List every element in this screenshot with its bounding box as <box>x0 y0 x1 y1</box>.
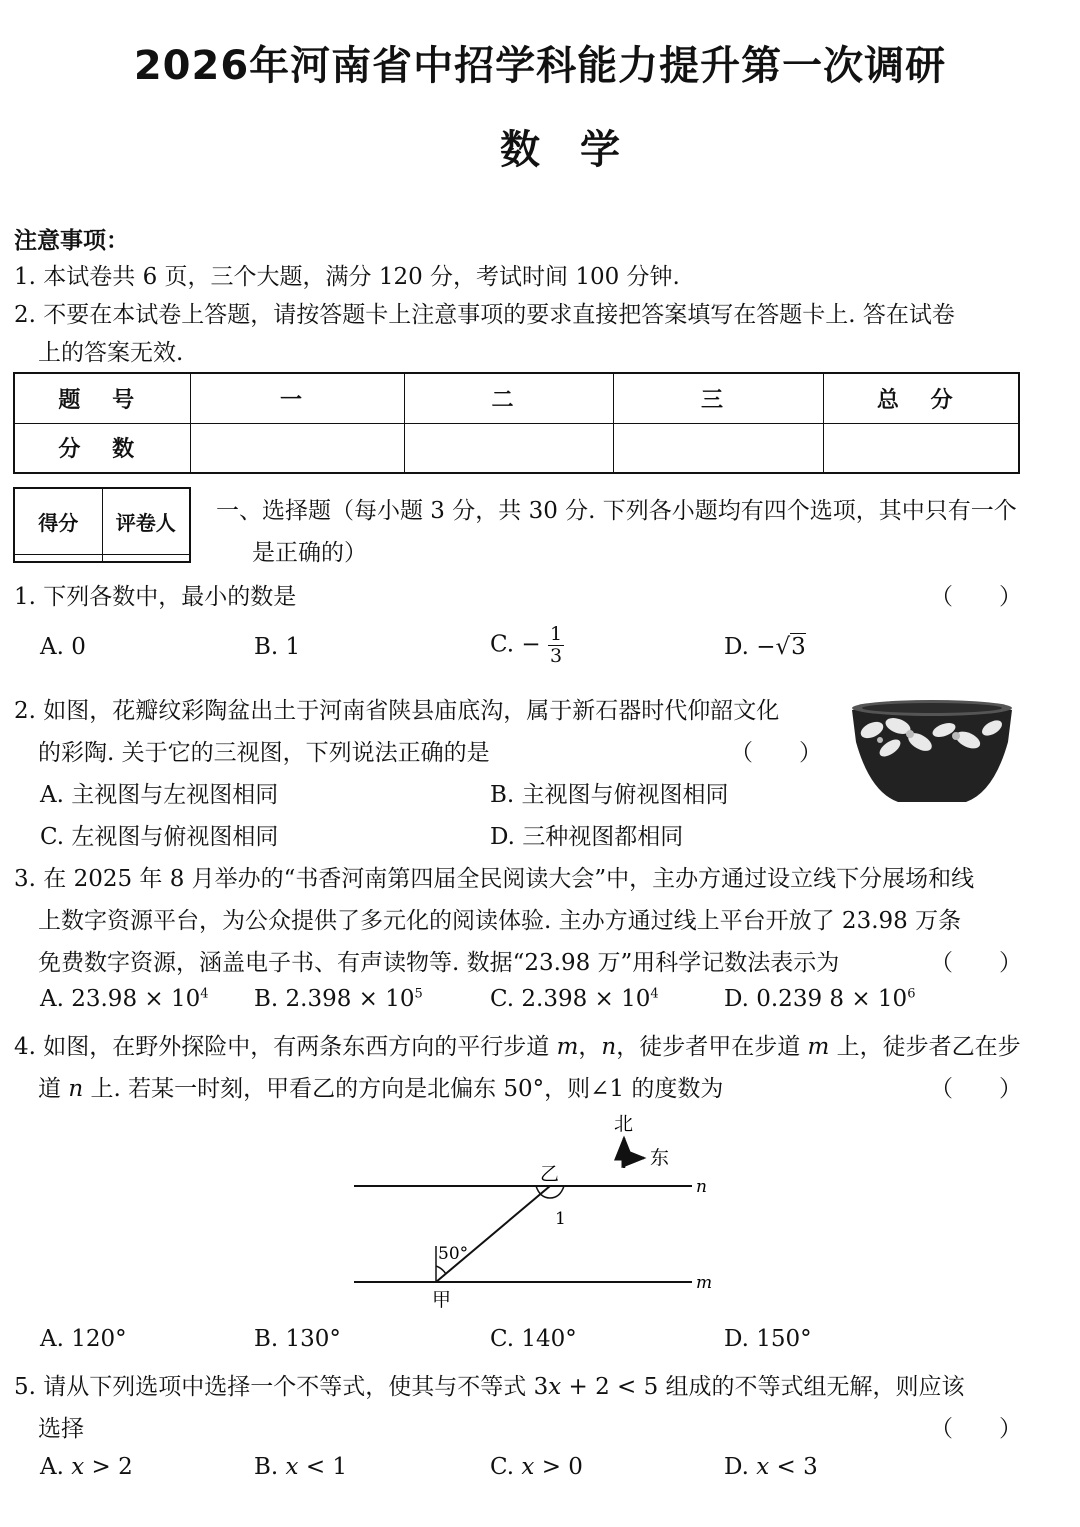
grader-box <box>13 487 191 563</box>
q5-option-text: > 0 <box>534 1454 583 1480</box>
q5-option-label: A. <box>40 1454 72 1480</box>
score-table-score-row <box>14 423 1019 473</box>
q5-option-a <box>40 1454 133 1480</box>
q4-text: 上. 若某一时刻，甲看乙的方向是北偏东 50°，则∠1 的度数为 <box>83 1076 724 1102</box>
notice-item-2-line2: 上的答案无效. <box>38 340 184 366</box>
var-n: n <box>601 1034 617 1060</box>
score-table-header-row <box>14 373 1019 423</box>
score-table-cell: 题 号 <box>14 373 190 423</box>
score-table-cell: 分 数 <box>14 423 190 473</box>
score-blank-cell <box>404 423 613 473</box>
q1-option-d-prefix: D. −√ <box>724 634 791 660</box>
q2-stem-line2: 的彩陶. 关于它的三视图，下列说法正确的是 <box>38 740 490 766</box>
score-blank-cell <box>190 423 404 473</box>
section1-heading-line2: 是正确的） <box>252 540 367 566</box>
fraction-denominator: 3 <box>549 645 563 667</box>
q3-option-d <box>724 986 915 1012</box>
q4-option-b: B. 130° <box>254 1326 341 1352</box>
q3-option-c-base: C. 2.398 × 10 <box>490 986 651 1012</box>
q5-option-d <box>724 1454 818 1480</box>
q5-option-label: D. <box>724 1454 757 1480</box>
q5-option-b <box>254 1454 347 1480</box>
score-table-cell: 一 <box>190 373 404 423</box>
q4-text: 上，徒步者乙在步 <box>829 1034 1021 1060</box>
point-jia-label: 甲 <box>432 1289 452 1311</box>
q2-option-c: C. 左视图与俯视图相同 <box>40 824 279 850</box>
q4-option-d: D. 150° <box>724 1326 812 1352</box>
q5-text: 5. 请从下列选项中选择一个不等式，使其与不等式 3 <box>14 1374 549 1400</box>
q4-option-a: A. 120° <box>40 1326 127 1352</box>
grader-score-label: 得分 <box>14 488 102 555</box>
q4-text: ， <box>578 1034 602 1060</box>
q5-option-label: B. <box>254 1454 286 1480</box>
q5-answer-paren: （ ） <box>930 1416 1022 1442</box>
exam-title: 2026年河南省中招学科能力提升第一次调研 <box>133 43 947 89</box>
q2-option-d: D. 三种视图都相同 <box>490 824 684 850</box>
q4-text: 4. 如图，在野外探险中，有两条东西方向的平行步道 <box>14 1034 557 1060</box>
var-x: x <box>756 1454 770 1480</box>
q4-geometry-figure <box>340 1106 730 1316</box>
q3-answer-paren: （ ） <box>930 950 1022 976</box>
fraction-numerator: 1 <box>549 623 563 645</box>
notice-item-2-line1: 2. 不要在本试卷上答题，请按答题卡上注意事项的要求直接把答案填写在答题卡上. 答在试卷 <box>14 302 955 328</box>
q2-answer-paren: （ ） <box>730 740 822 766</box>
notice-item-1: 1. 本试卷共 6 页，三个大题，满分 120 分，考试时间 100 分钟. <box>14 264 680 290</box>
q4-option-c: C. 140° <box>490 1326 577 1352</box>
q5-option-text: > 2 <box>84 1454 133 1480</box>
var-m: m <box>807 1034 830 1060</box>
q2-stem-line1: 2. 如图，花瓣纹彩陶盆出土于河南省陕县庙底沟，属于新石器时代仰韶文化 <box>14 698 780 724</box>
q3-stem-line3: 免费数字资源，涵盖电子书、有声读物等. 数据“23.98 万”用科学记数法表示为 <box>38 950 840 976</box>
q1-stem: 1. 下列各数中，最小的数是 <box>14 584 297 610</box>
q1-option-c-prefix: C. − <box>490 631 541 658</box>
line-n-label: n <box>696 1177 707 1197</box>
angle-1-label: 1 <box>555 1209 566 1229</box>
score-table-cell: 三 <box>613 373 823 423</box>
q3-option-a <box>40 986 209 1012</box>
q1-option-a: A. 0 <box>40 634 86 660</box>
score-table-cell: 二 <box>404 373 613 423</box>
north-label: 北 <box>614 1113 634 1135</box>
point-yi-label: 乙 <box>540 1163 560 1185</box>
q3-option-a-exponent: 4 <box>200 986 209 1002</box>
section1-heading-line1: 一、选择题（每小题 3 分，共 30 分. 下列各小题均有四个选项，其中只有一个 <box>216 498 1017 524</box>
q3-option-d-base: D. 0.239 8 × 10 <box>724 986 908 1012</box>
q1-option-b: B. 1 <box>254 634 301 660</box>
q5-stem-line1 <box>14 1368 965 1401</box>
q3-option-b <box>254 986 423 1012</box>
q2-option-b: B. 主视图与俯视图相同 <box>490 782 729 808</box>
angle-50-arc <box>436 1266 446 1274</box>
q3-stem-line2: 上数字资源平台，为公众提供了多元化的阅读体验. 主办方通过线上平台开放了 23.98 万条 <box>38 908 962 934</box>
pottery-bowl-image <box>846 696 1018 808</box>
score-blank-cell <box>823 423 1019 473</box>
grader-name-label: 评卷人 <box>102 488 190 555</box>
q3-option-d-exponent: 6 <box>907 986 916 1002</box>
q3-option-a-base: A. 23.98 × 10 <box>40 986 201 1012</box>
var-x: x <box>521 1454 535 1480</box>
var-n: n <box>68 1076 84 1102</box>
subject-title: 数学 <box>500 127 660 173</box>
q4-answer-paren: （ ） <box>930 1076 1022 1102</box>
q5-stem-line2: 选择 <box>38 1416 84 1442</box>
east-label: 东 <box>650 1147 670 1169</box>
q1-option-c <box>490 624 564 667</box>
var-x: x <box>285 1454 299 1480</box>
q1-answer-paren: （ ） <box>930 584 1022 610</box>
angle-1-arc <box>536 1186 564 1198</box>
q2-option-a: A. 主视图与左视图相同 <box>40 782 279 808</box>
q5-option-c <box>490 1454 583 1480</box>
q4-stem-line2 <box>38 1070 723 1103</box>
q3-option-c-exponent: 4 <box>650 986 659 1002</box>
q5-option-text: < 3 <box>769 1454 818 1480</box>
grader-blank-cell <box>14 555 102 562</box>
q5-text: + 2 < 5 组成的不等式组无解，则应该 <box>561 1374 965 1400</box>
q3-stem-line1: 3. 在 2025 年 8 月举办的“书香河南第四届全民阅读大会”中，主办方通过设立线下分展场和线 <box>14 866 975 892</box>
q3-option-c <box>490 986 659 1012</box>
var-m: m <box>556 1034 579 1060</box>
sqrt-radicand: 3 <box>791 634 806 660</box>
line-m-label: m <box>696 1273 713 1293</box>
q4-text: 道 <box>38 1076 69 1102</box>
notice-heading: 注意事项： <box>14 228 129 254</box>
var-x: x <box>548 1374 562 1400</box>
segment-jia-yi <box>436 1186 550 1282</box>
var-x: x <box>71 1454 85 1480</box>
angle-50-label: 50° <box>438 1244 469 1264</box>
q4-text: ，徒步者甲在步道 <box>616 1034 808 1060</box>
grader-blank-cell <box>102 555 190 562</box>
score-table <box>13 372 1020 474</box>
q5-option-label: C. <box>490 1454 522 1480</box>
q3-option-b-exponent: 5 <box>414 986 423 1002</box>
score-blank-cell <box>613 423 823 473</box>
q1-option-d <box>724 634 806 660</box>
fraction <box>548 624 564 667</box>
q5-option-text: < 1 <box>298 1454 348 1480</box>
q3-option-b-base: B. 2.398 × 10 <box>254 986 415 1012</box>
q4-stem-line1 <box>14 1028 1021 1061</box>
score-table-cell: 总 分 <box>823 373 1019 423</box>
